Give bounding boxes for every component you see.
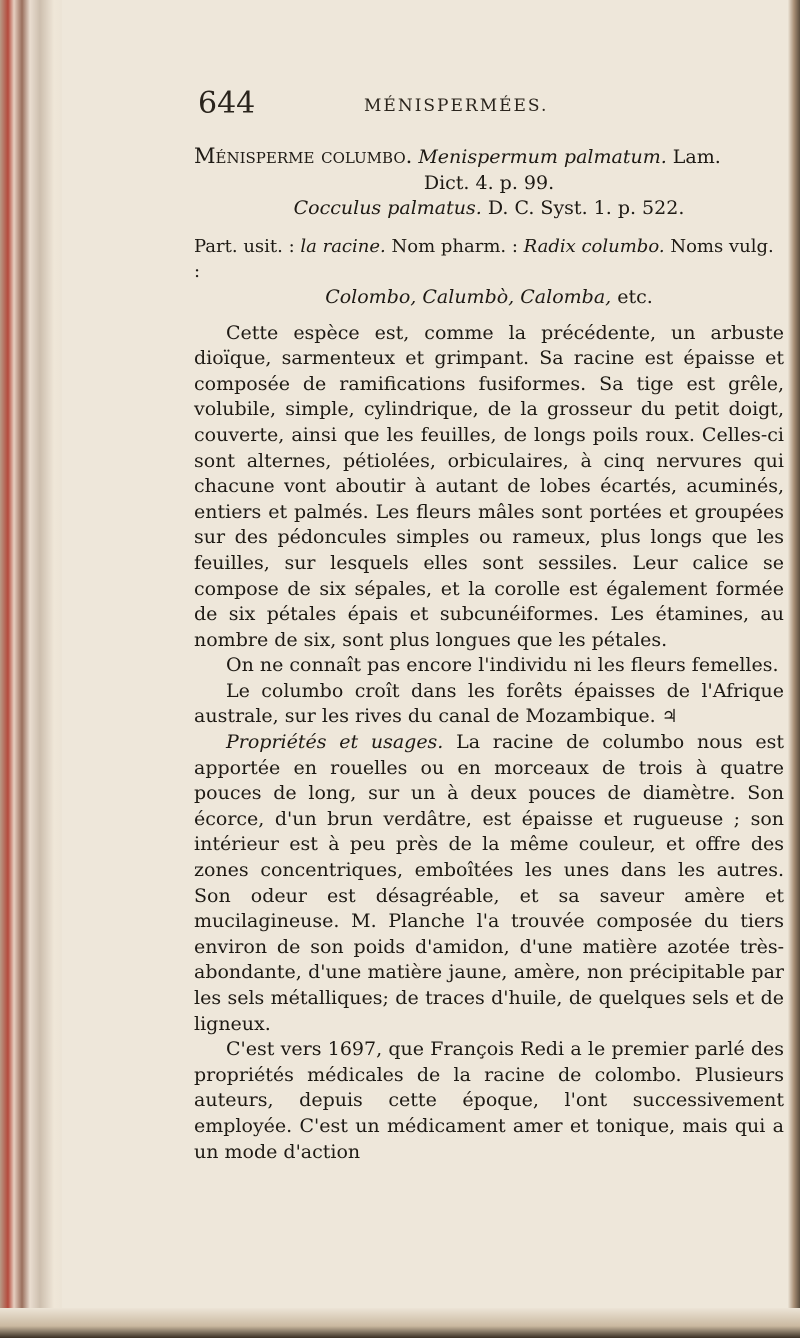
page-number: 644 bbox=[198, 86, 256, 121]
page-content bbox=[194, 144, 784, 1165]
page-bottom-edge bbox=[0, 1308, 800, 1338]
book-spine-edge bbox=[0, 0, 62, 1338]
entry-heading bbox=[194, 144, 784, 171]
paragraph-description: Cette espèce est, comme la précédente, un arbuste dioïque, sarmenteux et grimpant. Sa racine est épaisse et composée de ramifications fusiformes. Sa tige est grêle, volubile, simple, cylindrique, de la grosseur du petit doigt, couverte, ainsi que les feuilles, de longs poils roux. Celles-ci sont alternes, pétiolées, orbiculaires, à cinq nervures qui chacune vont aboutir à autant de lobes écartés, acuminés, entiers et palmés. Les fleurs mâles sont portées et groupées sur des pédoncules simples ou rameux, plus longs que les feuilles, sur lesquels elles sont sessiles. Leur calice se compose de six sépales, et la corolle est également formée de six pétales épais et subcunéiformes. Les étamines, au nombre de six, sont plus longues que les pétales. bbox=[194, 321, 784, 651]
paragraph-habitat bbox=[194, 679, 784, 730]
habitat-text: Le columbo croît dans les forêts épaisses de l'Afrique australe, sur les rives du canal de Mozambique. bbox=[194, 679, 784, 728]
synonym-line bbox=[194, 196, 784, 222]
latin-name: Menispermum palmatum. bbox=[418, 146, 667, 168]
synonym-name: Cocculus palmatus. bbox=[293, 197, 482, 220]
perennial-symbol-icon: ♃ bbox=[661, 706, 678, 728]
vulg-label: Noms vulg. : bbox=[194, 235, 774, 283]
pharm-name: Radix columbo. bbox=[523, 235, 665, 257]
page-header bbox=[62, 86, 788, 126]
reference-1: Dict. 4. p. 99. bbox=[423, 171, 555, 194]
vulgar-names-line bbox=[194, 285, 784, 311]
part-used: la racine. bbox=[300, 235, 386, 257]
page-right-edge bbox=[788, 0, 800, 1338]
pharm-label: Nom pharm. : bbox=[391, 235, 518, 257]
paragraph-history: C'est vers 1697, que François Redi a le premier parlé des propriétés médicales de la racine de colombo. Plusieurs auteurs, depuis cette époque, l'ont successivement employée. C'est un médicament amer et tonique, mais qui a un mode d'action bbox=[194, 1038, 784, 1163]
book-page bbox=[62, 0, 788, 1310]
part-used-line bbox=[194, 234, 784, 285]
vulgar-etc: etc. bbox=[617, 285, 653, 308]
paragraph-female-flowers: On ne connaît pas encore l'individu ni les fleurs femelles. bbox=[226, 654, 779, 677]
authority: Lam. bbox=[672, 146, 721, 168]
vulgar-names: Colombo, Calumbò, Calomba, bbox=[325, 285, 612, 308]
properties-heading: Propriétés et usages. bbox=[226, 731, 444, 754]
running-head: MÉNISPERMÉES. bbox=[364, 96, 549, 116]
part-used-label: Part. usit. : bbox=[194, 235, 295, 257]
properties-text: La racine de columbo nous est apportée en rouelles ou en morceaux de trois à quatre pouces de long, sur un à deux pouces de diamètre. Son écorce, d'un brun verdâtre, est épaisse et rugueuse ; son intérieur est à peu près de la même couleur, et offre des zones concentriques, emboîtées les unes dans les autres. Son odeur est désagréable, et sa saveur amère et mucilagineuse. M. Planche l'a trouvée composée du tiers environ de son poids d'amidon, d'une matière azotée très-abondante, d'une matière jaune, amère, non précipitable par les sels métalliques; de traces d'huile, de quelques sels et de ligneux. bbox=[194, 731, 784, 1035]
reference-2: D. C. Syst. 1. p. 522. bbox=[487, 197, 685, 220]
paragraph-properties bbox=[194, 730, 784, 1037]
entry-title: Ménisperme columbo. bbox=[194, 144, 413, 168]
